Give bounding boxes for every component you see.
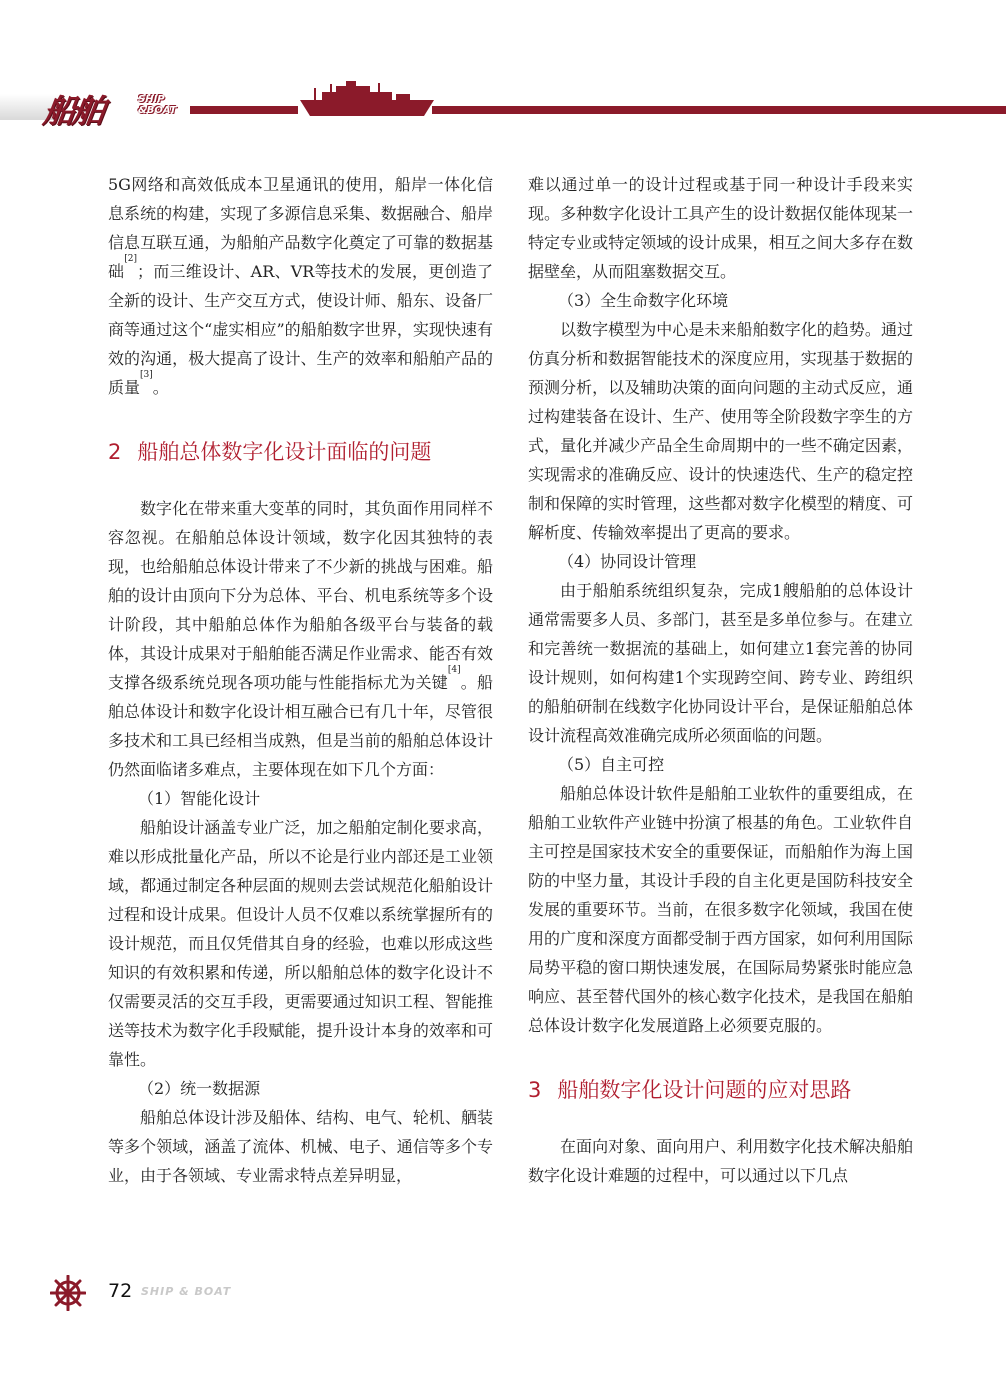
section-title: 船舶数字化设计问题的应对思路: [557, 1078, 852, 1102]
paragraph: [108, 170, 493, 402]
paragraph-text: 5G网络和高效低成本卫星通讯的使用，船岸一体化信息系统的构建，实现了多源信息采集、数据融合、船岸信息互联互通，为船舶产品数字化奠定了可靠的数据基础: [108, 175, 493, 281]
subheading: （3）全生命数字化环境: [558, 291, 729, 310]
ship-icon: [300, 78, 434, 118]
page-number: 72: [108, 1280, 133, 1302]
citation: [4]: [447, 665, 461, 675]
paragraph-text: 数字化在带来重大变革的同时，其负面作用同样不容忽视。在船舶总体设计领域，数字化因其独特的表现，也给船舶总体设计带来了不少新的挑战与困难。船舶的设计由顶向下分为总体、平台、机电系统等多个设计阶段，其中船舶总体作为船舶各级平台与装备的载体，其设计成果对于船舶能否满足作业需求、能否有效支撑各级系统兑现各项功能与性能指标尤为关键: [108, 499, 493, 692]
footer-brand: SHIP & BOAT: [141, 1285, 232, 1298]
paragraph: 船舶总体设计涉及船体、结构、电气、轮机、舾装等多个领域，涵盖了流体、机械、电子、通信等多个专业，由于各领域、专业需求特点差异明显，: [108, 1108, 493, 1185]
paragraph-text: 。: [152, 378, 169, 397]
citation: [2]: [124, 254, 137, 264]
paragraph: [108, 494, 493, 784]
logo-en-line2: &BOAT: [138, 105, 177, 116]
header-rule-left: [190, 106, 298, 114]
magazine-logo: 船舶: [41, 92, 105, 130]
section-heading-2: [108, 438, 493, 466]
ship-wheel-icon: [50, 1275, 86, 1311]
paragraph-text: 。船舶总体设计和数字化设计相互融合已有几十年，尽管很多技术和工具已经相当成熟，但是当前的船舶总体设计仍然面临诸多难点，主要体现在如下几个方面：: [108, 673, 493, 779]
magazine-logo-english: [138, 94, 192, 122]
paragraph: 在面向对象、面向用户、利用数字化技术解决船舶数字化设计难题的过程中，可以通过以下几点: [528, 1137, 913, 1185]
logo-en-line1: SHIP: [138, 94, 165, 105]
subheading: （5）自主可控: [558, 755, 665, 774]
section-title: 船舶总体数字化设计面临的问题: [137, 440, 432, 464]
paragraph: 以数字模型为中心是未来船舶数字化的趋势。通过仿真分析和数据智能技术的深度应用，实现基于数据的预测分析，以及辅助决策的面向问题的主动式反应，通过构建装备在设计、生产、使用等全阶段数字孪生的方式，量化并减少产品全生命周期中的一些不确定因素，实现需求的准确反应、设计的快速迭代、生产的稳定控制和保障的实时管理，这些都对数字化模型的精度、可解析度、传输效率提出了更高的要求。: [528, 320, 913, 542]
paragraph: 船舶总体设计软件是船舶工业软件的重要组成，在船舶工业软件产业链中扮演了根基的角色。工业软件自主可控是国家技术安全的重要保证，而船舶作为海上国防的中坚力量，其设计手段的自主化更是国防科技安全发展的重要环节。当前，在很多数字化领域，我国在使用的广度和深度方面都受制于西方国家，如何利用国际局势平稳的窗口期快速发展，在国际局势紧张时能应急响应、甚至替代国外的核心数字化技术，是我国在船舶总体设计数字化发展道路上必须要克服的。: [528, 784, 913, 1035]
subheading: （4）协同设计管理: [558, 552, 697, 571]
section-number: 2: [108, 440, 122, 464]
page-header: [0, 0, 1006, 150]
subheading: （2）统一数据源: [138, 1079, 261, 1098]
section-heading-3: [528, 1076, 913, 1104]
paragraph: 船舶设计涵盖专业广泛，加之船舶定制化要求高，难以形成批量化产品，所以不论是行业内部还是工业领域，都通过制定各种层面的规则去尝试规范化船舶设计过程和设计成果。但设计人员不仅难以系统掌握所有的设计规范，而且仅凭借其自身的经验，也难以形成这些知识的有效积累和传递，所以船舶总体的数字化设计不仅需要灵活的交互手段，更需要通过知识工程、智能推送等技术为数字化手段赋能，提升设计本身的效率和可靠性。: [108, 818, 493, 1069]
citation: [3]: [140, 370, 153, 380]
paragraph: 由于船舶系统组织复杂，完成1艘船舶的总体设计通常需要多人员、多部门，甚至是多单位参与。在建立和完善统一数据流的基础上，如何建立1套完善的协同设计规则，如何构建1个实现跨空间、跨专业、跨组织的船舶研制在线数字化协同设计平台，是保证船舶总体设计流程高效准确完成所必须面临的问题。: [528, 581, 913, 745]
section-number: 3: [528, 1078, 542, 1102]
right-column: [528, 170, 913, 1190]
left-column: [108, 170, 493, 1190]
header-rule-right: [432, 106, 1006, 114]
paragraph: 难以通过单一的设计过程或基于同一种设计手段来实现。多种数字化设计工具产生的设计数据仅能体现某一特定专业或特定领域的设计成果，相互之间大多存在数据壁垒，从而阻塞数据交互。: [528, 175, 913, 281]
paragraph-text: ；而三维设计、AR、VR等技术的发展，更创造了全新的设计、生产交互方式，使设计师、船东、设备厂商等通过这个“虚实相应”的船舶数字世界，实现快速有效的沟通，极大提高了设计、生产的效率和船舶产品的质量: [108, 262, 493, 397]
subheading: （1）智能化设计: [138, 789, 261, 808]
